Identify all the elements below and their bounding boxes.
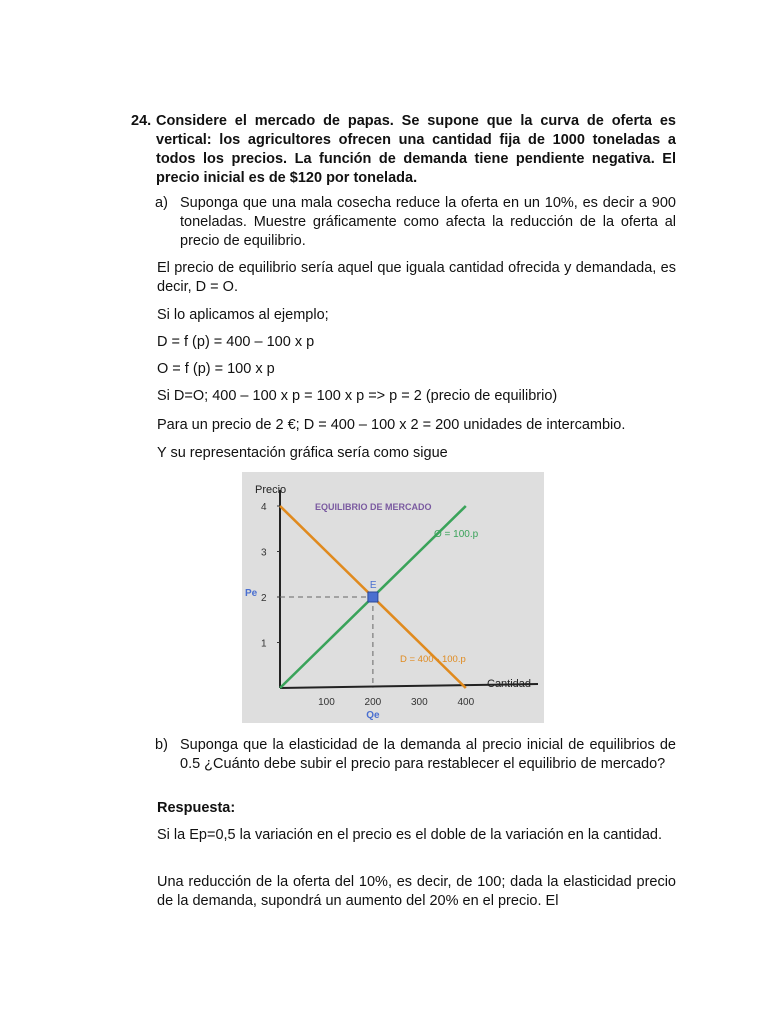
part-a-text: Suponga que una mala cosecha reduce la oferta en un 10%, es decir a 900 toneladas. Muestre gráficamente como afecta la reducción de la oferta al precio de equilibrio.	[180, 195, 676, 249]
chart-svg	[242, 472, 544, 723]
x-axis-label: Cantidad	[487, 678, 532, 690]
paragraph-demand-formula: D = f (p) = 400 – 100 x p	[157, 334, 315, 350]
answer-heading: Respuesta:	[157, 800, 236, 816]
part-b-label: b)	[155, 737, 168, 753]
y-tick-label-1: 1	[261, 638, 267, 650]
paragraph-equilibrium: El precio de equilibrio sería aquel que iguala cantidad ofrecida y demandada, es decir, D = O.	[157, 260, 676, 295]
equilibrium-label: E	[369, 580, 377, 591]
supply-series-label: O = 100.p	[434, 529, 479, 540]
paragraph-apply: Si lo aplicamos al ejemplo;	[157, 307, 329, 323]
paragraph-quantity: Para un precio de 2 €; D = 400 – 100 x 2 = 200 unidades de intercambio.	[157, 417, 626, 433]
paragraph-supply-formula: O = f (p) = 100 x p	[157, 361, 275, 377]
x-tick-label-200: 200	[364, 697, 382, 708]
part-b	[155, 736, 676, 774]
part-a	[155, 194, 676, 251]
y-axis-label: Precio	[255, 484, 287, 496]
x-tick-label-100: 100	[318, 697, 335, 708]
paragraph-solve: Si D=O; 400 – 100 x p = 100 x p => p = 2 (precio de equilibrio)	[157, 388, 558, 404]
chart-title: EQUILIBRIO DE MERCADO	[315, 502, 432, 512]
question-text: Considere el mercado de papas. Se supone que la curva de oferta es vertical: los agricultores ofrecen una cantidad fija de 1000 toneladas a todos los precios. La función de demanda tiene pendiente negativa. El precio inicial es de $120 por tonelada.	[156, 113, 676, 186]
equilibrium-quantity-label: Qe	[366, 710, 380, 721]
demand-series-label: D = 400 - 100.p	[400, 654, 466, 665]
y-tick-label-3: 3	[261, 547, 267, 559]
paragraph-reduction: Una reducción de la oferta del 10%, es decir, de 100; dada la elasticidad precio de la demanda, supondrá un aumento del 20% en el precio. El	[157, 874, 676, 909]
paragraph-elasticity: Si la Ep=0,5 la variación en el precio es el doble de la variación en la cantidad.	[157, 827, 663, 843]
equilibrium-point	[368, 592, 378, 602]
y-tick-label-4: 4	[261, 502, 267, 513]
equilibrium-price-label: Pe	[245, 588, 258, 599]
equilibrium-chart	[242, 472, 544, 723]
x-tick-label-400: 400	[457, 697, 475, 708]
part-a-label: a)	[155, 195, 168, 211]
y-tick-label-2: 2	[261, 593, 267, 604]
question-number: 24.	[131, 113, 152, 129]
x-tick-label-300: 300	[411, 697, 428, 708]
question-24	[131, 112, 676, 188]
paragraph-graph-intro: Y su representación gráfica sería como sigue	[157, 445, 448, 461]
part-b-text: Suponga que la elasticidad de la demanda al precio inicial de equilibrios de 0.5 ¿Cuánto debe subir el precio para restablecer el equilibrio de mercado?	[180, 737, 676, 772]
